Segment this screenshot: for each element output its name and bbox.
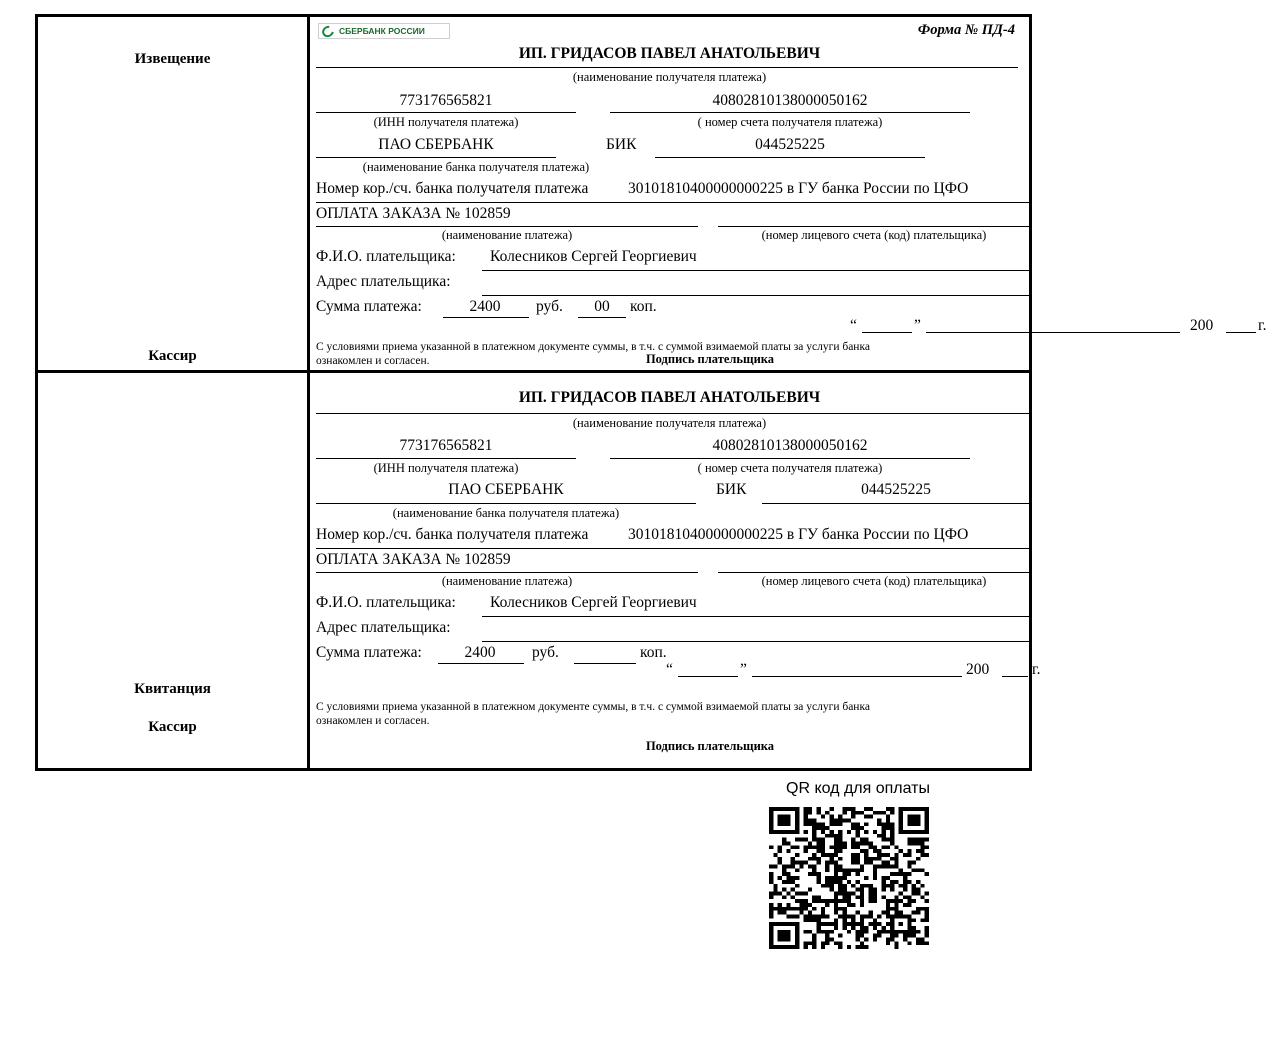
kop-word-top: коп.: [630, 298, 657, 315]
bank-name-top: ПАО СБЕРБАНК: [378, 136, 494, 153]
rule-corr-bottom: [316, 548, 1030, 549]
year-suffix-top: г.: [1258, 317, 1266, 334]
amount-rub-bottom: 2400: [464, 643, 496, 661]
payment-purpose-top: ОПЛАТА ЗАКАЗА № 102859: [316, 205, 511, 222]
caption-personal-account-bottom: (номер лицевого счета (код) плательщика): [761, 573, 987, 588]
rule-inn-top: [316, 112, 576, 113]
rule-account-bottom: [610, 458, 970, 459]
rule-day-top: [862, 332, 912, 333]
qr-canvas: [769, 807, 929, 949]
bik-label-bottom: БИК: [716, 480, 747, 498]
rule-recipient-bottom: [316, 413, 1030, 414]
rule-year-bottom: [1002, 676, 1028, 677]
rule-payer-name-bottom: [482, 616, 1030, 617]
year-prefix-top: 200: [1190, 317, 1214, 334]
caption-recipient-bottom: (наименование получателя платежа): [572, 415, 767, 430]
rule-personal-account-bottom: [718, 572, 1030, 573]
inn-value-bottom: 773176565821: [399, 436, 493, 454]
rule-purpose-bottom: [316, 572, 698, 573]
form-part-receipt: [38, 373, 1041, 768]
inn-value-top: 773176565821: [399, 92, 493, 109]
rule-recipient-top: [316, 67, 1018, 68]
caption-purpose-bottom: (наименование платежа): [441, 573, 573, 588]
rule-amount-kop-top: [578, 317, 626, 318]
agreement-note-top-line2: ознакомлен и согласен.: [316, 355, 430, 367]
kop-word-bottom: коп.: [640, 643, 667, 661]
caption-inn-bottom: (ИНН получателя платежа): [373, 460, 519, 475]
account-value-top: 40802810138000050162: [712, 92, 868, 109]
bik-value-bottom: 044525225: [861, 480, 931, 498]
agreement-note-top-line1: С условиями приема указанной в платежном документе суммы, в т.ч. с суммой взимаемой платы за услуги банка: [316, 341, 870, 353]
rule-payer-address-bottom: [482, 641, 1030, 642]
label-cashier-top: Кассир: [148, 348, 197, 364]
rule-amount-rub-top: [443, 317, 529, 318]
corr-account-value-bottom: 30101810400000000225 в ГУ банка России по ЦФО: [628, 525, 969, 543]
label-cashier-bottom: Кассир: [148, 718, 197, 735]
sberbank-mark-icon: [321, 25, 336, 38]
date-quote-open-top: “: [850, 317, 857, 334]
caption-purpose-top: (наименование платежа): [441, 228, 573, 242]
agreement-note-bottom-line2: ознакомлен и согласен.: [316, 714, 430, 727]
caption-bank-top: (наименование банка получателя платежа): [362, 160, 590, 174]
payment-purpose-bottom: ОПЛАТА ЗАКАЗА № 102859: [316, 550, 511, 568]
rule-payer-address-top: [482, 295, 1030, 296]
qr-caption: QR код для оплаты: [786, 780, 931, 797]
amount-label-top: Сумма платежа:: [316, 298, 422, 315]
caption-inn-top: (ИНН получателя платежа): [373, 115, 519, 129]
date-quote-close-bottom: ”: [740, 660, 747, 678]
signature-label-bottom: Подпись плательщика: [645, 738, 775, 753]
recipient-name-top: ИП. ГРИДАСОВ ПАВЕЛ АНАТОЛЬЕВИЧ: [518, 45, 821, 62]
amount-label-bottom: Сумма платежа:: [316, 643, 422, 661]
payer-name-label-bottom: Ф.И.О. плательщика:: [316, 593, 456, 611]
bank-name-bottom: ПАО СБЕРБАНК: [448, 480, 564, 498]
recipient-name-bottom: ИП. ГРИДАСОВ ПАВЕЛ АНАТОЛЬЕВИЧ: [518, 388, 821, 406]
form-part-notice: [38, 17, 1266, 373]
notice-left-column: [38, 17, 310, 370]
corr-account-label-top: Номер кор./сч. банка получателя платежа: [316, 180, 589, 197]
year-prefix-bottom: 200: [966, 660, 990, 678]
form-number: Форма № ПД-4: [917, 22, 1015, 38]
rule-purpose-top: [316, 226, 698, 227]
payer-name-value-top: Колесников Сергей Георгиевич: [490, 248, 697, 265]
account-value-bottom: 40802810138000050162: [712, 436, 868, 454]
caption-account-top: ( номер счета получателя платежа): [697, 115, 883, 129]
payer-name-label-top: Ф.И.О. плательщика:: [316, 248, 456, 265]
receipt-left-column: [38, 373, 310, 768]
rule-amount-kop-bottom: [574, 663, 636, 664]
rule-payer-name-top: [482, 270, 1030, 271]
agreement-note-bottom-line1: С условиями приема указанной в платежном документе суммы, в т.ч. с суммой взимаемой платы за услуги банка: [316, 700, 870, 713]
payer-address-label-top: Адрес плательщика:: [316, 273, 451, 290]
date-quote-close-top: ”: [914, 317, 921, 334]
payer-address-label-bottom: Адрес плательщика:: [316, 618, 451, 636]
rule-month-bottom: [752, 676, 962, 677]
sberbank-logo: [318, 23, 450, 39]
rule-personal-account-top: [718, 226, 1030, 227]
payer-name-value-bottom: Колесников Сергей Георгиевич: [490, 593, 697, 611]
notice-right-column: [310, 17, 1266, 370]
sberbank-logo-text: СБЕРБАНК РОССИИ: [339, 26, 425, 36]
label-notice: Извещение: [134, 51, 211, 67]
payment-form: [35, 14, 1266, 771]
rule-amount-rub-bottom: [438, 663, 524, 664]
receipt-right-column: [310, 373, 1041, 768]
rule-bank-top: [316, 157, 556, 158]
rub-word-top: руб.: [536, 298, 563, 315]
caption-personal-account-top: (номер лицевого счета (код) плательщика): [761, 228, 987, 242]
amount-rub-top: 2400: [469, 298, 501, 315]
label-receipt: Квитанция: [134, 680, 211, 697]
rule-bik-top: [655, 157, 925, 158]
caption-recipient-top: (наименование получателя платежа): [572, 70, 767, 84]
bik-value-top: 044525225: [755, 136, 825, 153]
rule-year-top: [1226, 332, 1256, 333]
rule-corr-top: [316, 202, 1030, 203]
corr-account-value-top: 30101810400000000225 в ГУ банка России по ЦФО: [628, 180, 969, 197]
rule-account-top: [610, 112, 970, 113]
year-suffix-bottom: г.: [1032, 660, 1041, 678]
rub-word-bottom: руб.: [532, 643, 559, 661]
corr-account-label-bottom: Номер кор./сч. банка получателя платежа: [316, 525, 589, 543]
rule-month-top: [926, 332, 1180, 333]
qr-code: [769, 807, 929, 949]
caption-bank-bottom: (наименование банка получателя платежа): [392, 505, 620, 520]
rule-inn-bottom: [316, 458, 576, 459]
rule-day-bottom: [678, 676, 738, 677]
rule-bik-bottom: [762, 503, 1030, 504]
amount-kop-top: 00: [594, 298, 610, 315]
rule-bank-bottom: [316, 503, 696, 504]
date-quote-open-bottom: “: [666, 660, 673, 678]
caption-account-bottom: ( номер счета получателя платежа): [697, 460, 883, 475]
bik-label-top: БИК: [606, 136, 637, 153]
signature-label-top: Подпись плательщика: [645, 352, 775, 366]
